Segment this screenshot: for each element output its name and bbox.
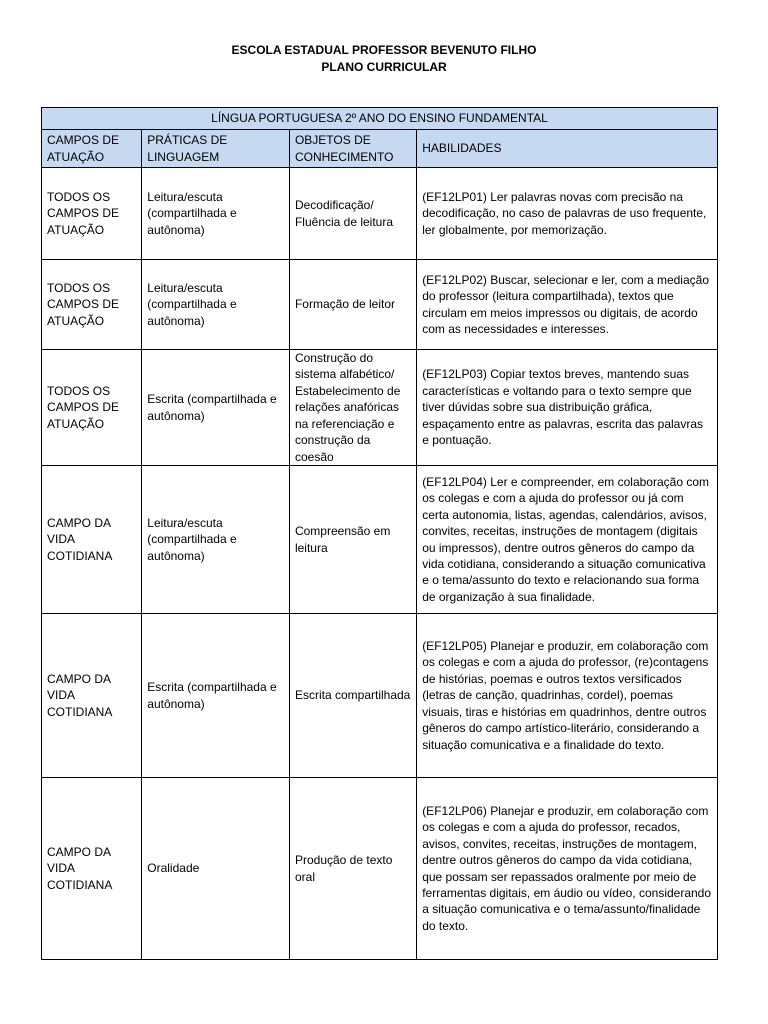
cell-campo: CAMPO DA VIDA COTIDIANA: [42, 466, 142, 614]
document-header: [0, 42, 768, 76]
cell-habilidade: (EF12LP03) Copiar textos breves, mantendo suas características e voltando para o texto sempre que tiver dúvidas sobre sua distribuição gráfica, espaçamento entre as palavras, escrita das palavras e pontuação.: [417, 350, 718, 466]
cell-habilidade: (EF12LP02) Buscar, selecionar e ler, com a mediação do professor (leitura compartilhada), textos que circulam em meios impressos ou digitais, de acordo com as necessidades e interesses.: [417, 260, 718, 350]
cell-campo: TODOS OS CAMPOS DE ATUAÇÃO: [42, 260, 142, 350]
cell-campo: CAMPO DA VIDA COTIDIANA: [42, 614, 142, 778]
table-row: [42, 778, 718, 960]
cell-campo: TODOS OS CAMPOS DE ATUAÇÃO: [42, 168, 142, 260]
table-row: [42, 614, 718, 778]
cell-objeto: Escrita compartilhada: [289, 614, 416, 778]
cell-pratica: Escrita (compartilhada e autônoma): [142, 350, 290, 466]
cell-campo: TODOS OS CAMPOS DE ATUAÇÃO: [42, 350, 142, 466]
cell-pratica: Leitura/escuta (compartilhada e autônoma): [142, 168, 290, 260]
table-row: [42, 260, 718, 350]
table-title-row: [42, 108, 718, 130]
cell-campo: CAMPO DA VIDA COTIDIANA: [42, 778, 142, 960]
cell-objeto: Compreensão em leitura: [289, 466, 416, 614]
cell-pratica: Leitura/escuta (compartilhada e autônoma): [142, 260, 290, 350]
cell-habilidade: (EF12LP04) Ler e compreender, em colaboração com os colegas e com a ajuda do professor ou já com certa autonomia, listas, agendas, calendários, avisos, convites, receitas, instruções de montagem (digitais ou impressos), dentre outros gêneros do campo da vida cotidiana, considerando a situação comunicativa e o tema/assunto do texto e relacionando sua forma de organização à sua finalidade.: [417, 466, 718, 614]
column-header-campos: CAMPOS DE ATUAÇÃO: [42, 130, 142, 168]
cell-objeto: Decodificação/ Fluência de leitura: [289, 168, 416, 260]
table-row: [42, 466, 718, 614]
column-header-praticas: PRÁTICAS DE LINGUAGEM: [142, 130, 290, 168]
cell-pratica: Leitura/escuta (compartilhada e autônoma): [142, 466, 290, 614]
cell-objeto: Formação de leitor: [289, 260, 416, 350]
cell-objeto: Construção do sistema alfabético/ Estabelecimento de relações anafóricas na referenciação e construção da coesão: [289, 350, 416, 466]
cell-pratica: Escrita (compartilhada e autônoma): [142, 614, 290, 778]
table-row: [42, 168, 718, 260]
cell-habilidade: (EF12LP01) Ler palavras novas com precisão na decodificação, no caso de palavras de uso frequente, ler globalmente, por memorização.: [417, 168, 718, 260]
column-header-habilidades: HABILIDADES: [417, 130, 718, 168]
cell-habilidade: (EF12LP06) Planejar e produzir, em colaboração com os colegas e com a ajuda do professor, recados, avisos, convites, receitas, instruções de montagem, dentre outros gêneros do campo da vida cotidiana, que possam ser repassados oralmente por meio de ferramentas digitais, em áudio ou vídeo, considerando a situação comunicativa e o tema/assunto/finalidade do texto.: [417, 778, 718, 960]
table-row: [42, 350, 718, 466]
school-name: ESCOLA ESTADUAL PROFESSOR BEVENUTO FILHO: [231, 43, 537, 57]
table-title: LÍNGUA PORTUGUESA 2º ANO DO ENSINO FUNDAMENTAL: [42, 108, 718, 130]
cell-pratica: Oralidade: [142, 778, 290, 960]
curriculum-table: [41, 107, 718, 960]
column-header-objetos: OBJETOS DE CONHECIMENTO: [289, 130, 416, 168]
plan-title: PLANO CURRICULAR: [321, 60, 447, 74]
column-header-row: [42, 130, 718, 168]
cell-objeto: Produção de texto oral: [289, 778, 416, 960]
cell-habilidade: (EF12LP05) Planejar e produzir, em colaboração com os colegas e com a ajuda do professor, (re)contagens de histórias, poemas e outros textos versificados (letras de canção, quadrinhas, cordel), poemas visuais, tiras e histórias em quadrinhos, dentre outros gêneros do campo artístico-literário, considerando a situação comunicativa e a finalidade do texto.: [417, 614, 718, 778]
